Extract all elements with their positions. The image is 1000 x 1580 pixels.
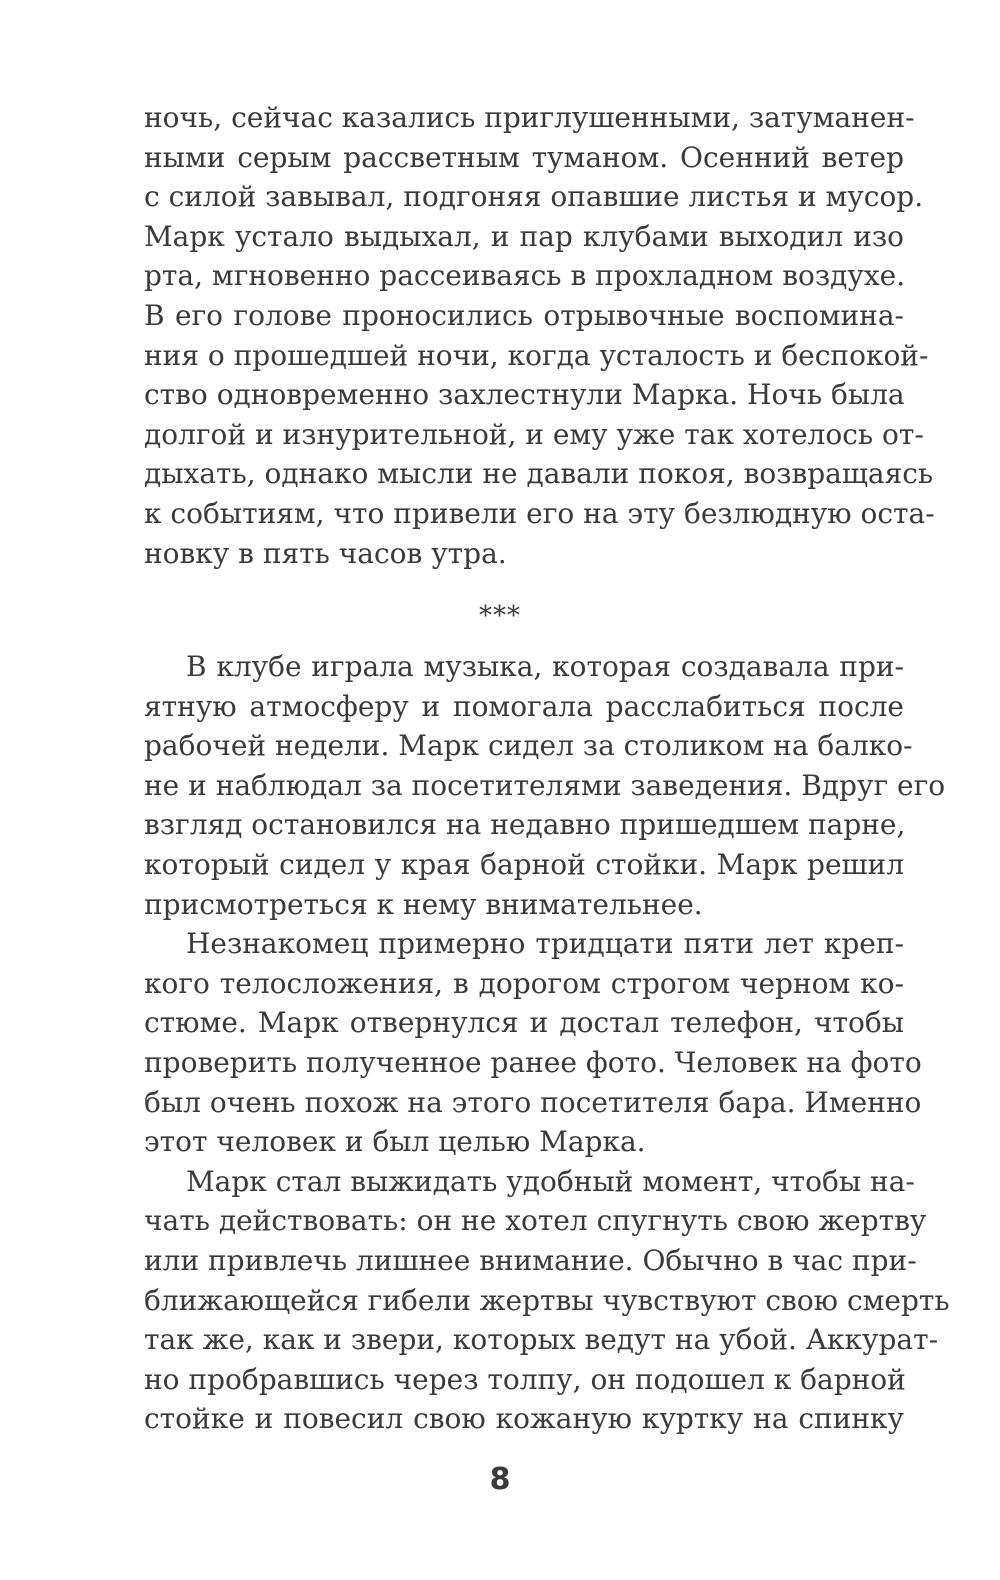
text-line: присмотреться к нему внимательнее.	[144, 887, 703, 921]
text-line: кого телосложения, в дорогом строгом черном ко-	[144, 966, 904, 1000]
text-line: но пробравшись через толпу, он подошел к барной	[144, 1362, 906, 1396]
page-number: 8	[489, 1462, 511, 1497]
text-line: ятную атмосферу и помогала расслабиться после	[144, 689, 904, 723]
paragraph-continuation	[144, 98, 935, 573]
text-line: стюме. Марк отвернулся и достал телефон, чтобы	[144, 1006, 904, 1040]
text-line: проверить полученное ранее фото. Человек на фото	[144, 1045, 922, 1079]
text-line: рта, мгновенно рассеиваясь в прохладном воздухе.	[144, 259, 906, 293]
text-line: новку в пять часов утра.	[144, 536, 507, 570]
text-line: не и наблюдал за посетителями заведения. Вдруг его	[144, 768, 946, 802]
text-line: ными серым рассветным туманом. Осенний ветер	[144, 140, 904, 174]
text-line: который сидел у края барной стойки. Марк решил	[144, 847, 904, 881]
scene-separator: ***	[479, 601, 521, 631]
text-line: Незнакомец примерно тридцати пяти лет креп-	[186, 927, 904, 961]
text-line: ния о прошедшей ночи, когда усталость и беспокой-	[144, 338, 929, 372]
text-line: был очень похож на этого посетителя бара. Именно	[144, 1085, 922, 1119]
text-line: В клубе играла музыка, которая создавала при-	[186, 650, 904, 683]
text-line: ближающейся гибели жертвы чувствуют свою смерть	[144, 1283, 950, 1317]
text-line: или привлечь лишнее внимание. Обычно в час при-	[144, 1243, 917, 1277]
text-line: ство одновременно захлестнули Марка. Ночь была	[144, 378, 905, 412]
text-line: ночь, сейчас казались приглушенными, затуманен-	[144, 101, 915, 134]
text-line: так же, как и звери, которых ведут на убой. Аккурат-	[144, 1323, 939, 1357]
text-line: Марк стал выжидать удобный момент, чтобы на-	[186, 1164, 915, 1198]
text-line: Марк устало выдыхал, и пар клубами выходил изо	[144, 219, 904, 253]
text-line: рабочей недели. Марк сидел за столиком на балко-	[144, 729, 913, 763]
text-line: долгой и изнурительной, и ему уже так хотелось от-	[144, 417, 924, 451]
text-line: к событиям, что привели его на эту безлюдную оста-	[144, 496, 935, 530]
paragraph-club	[144, 647, 950, 1439]
text-line: с силой завывал, подгоняя опавшие листья и мусор.	[144, 180, 924, 214]
text-line: дыхать, однако мысли не давали покоя, возвращаясь	[144, 457, 934, 491]
text-line: В его голове проносились отрывочные воспомина-	[144, 298, 904, 332]
text-line: стойке и повесил свою кожаную куртку на спинку	[144, 1402, 904, 1436]
text-line: взгляд остановился на недавно пришедшем парне,	[144, 808, 906, 842]
text-line: этот человек и был целью Марка.	[144, 1125, 646, 1159]
text-line: чать действовать: он не хотел спугнуть свою жертву	[144, 1204, 927, 1238]
